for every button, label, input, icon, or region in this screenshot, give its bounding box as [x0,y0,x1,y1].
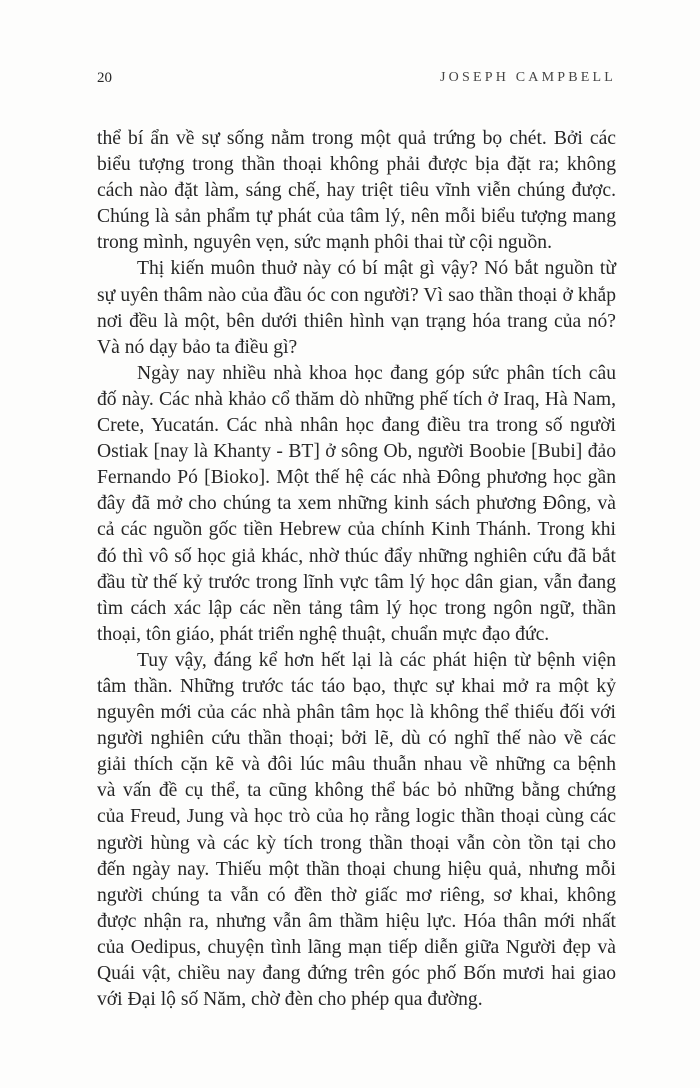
text-line: Fernando Pó [Bioko]. Một thế hệ các nhà Đông phương học gần [97,467,616,489]
text-line: sự uyên thâm nào của đầu óc con người? Vì sao thần thoại ở khắp [97,284,616,306]
page-number: 20 [97,70,112,86]
text-line: Ostiak [nay là Khanty - BT] ở sông Ob, người Boobie [Bubi] đảo [97,441,616,463]
paragraph [97,361,616,648]
text-line: nơi đều là một, bên dưới thiên hình vạn trạng hóa trang của nó? [97,310,616,332]
text-line: với Đại lộ số Năm, chờ đèn cho phép qua đường. [97,989,483,1011]
text-line: Crete, Yucatán. Các nhà nhân học đang điều tra trong số người [97,415,616,437]
text-line: thoại, tôn giáo, phát triển nghệ thuật, chuẩn mực đạo đức. [97,623,550,645]
text-line: đố này. Các nhà khảo cổ thăm dò những phế tích ở Iraq, Hà Nam, [97,388,616,410]
text-line: cách nào đặt làm, sáng chế, hay triệt tiêu vĩnh viễn chúng được. [97,180,616,202]
text-line: đầu từ thế kỷ trước trong lĩnh vực tâm lý học dân gian, vẫn đang [97,571,616,593]
body-text [97,126,616,1013]
text-line: và vấn đề cụ thể, ta cũng không thể bác bỏ những bằng chứng [97,780,616,802]
text-line: đến ngày nay. Thiếu một thần thoại chung hiệu quả, nhưng mỗi [97,858,616,880]
text-line: Và nó dạy bảo ta điều gì? [97,336,298,358]
text-line: đó thì vô số học giả khác, nhờ thúc đẩy những nghiên cứu đã bắt [97,545,616,567]
text-line: của Freud, Jung và học trò của họ rằng logic thần thoại cùng các [97,806,616,828]
page-header [97,70,616,90]
paragraph [97,256,616,360]
text-line: tìm cách xác lập các nền tảng tâm lý học trong ngôn ngữ, thần [97,597,616,619]
text-line: Chúng là sản phẩm tự phát của tâm lý, nên mỗi biểu tượng mang [97,206,616,228]
text-line: đây đã mở cho chúng ta xem những kinh sách phương Đông, và [97,493,616,515]
text-line: người nghiên cứu thần thoại; bởi lẽ, dù có nghĩ thế nào về các [97,728,616,750]
text-line: Thị kiến muôn thuở này có bí mật gì vậy? Nó bắt nguồn từ [137,258,616,280]
text-line: được nhận ra, nhưng vẫn âm thầm hiệu lực. Hóa thân mới nhất [97,910,616,932]
text-line: tâm thần. Những trước tác táo bạo, thực sự khai mở ra một kỷ [97,675,616,697]
text-line: Quái vật, chiều nay đang đứng trên góc phố Bốn mươi hai giao [97,963,616,984]
text-line: cả các nguồn gốc tiền Hebrew của chính Kinh Thánh. Trong khi [97,519,616,541]
paragraph [97,648,616,1013]
text-line: biểu tượng trong thần thoại không phải được bịa đặt ra; không [97,154,616,176]
paragraph [97,126,616,256]
text-line: người chúng ta vẫn có đền thờ giấc mơ riêng, sơ khai, không [97,884,616,906]
text-line: Ngày nay nhiều nhà khoa học đang góp sức phân tích câu [137,362,616,384]
text-line: của Oedipus, chuyện tình lãng mạn tiếp diễn giữa Người đẹp và [97,936,616,958]
text-line: giải thích cặn kẽ và đôi lúc mâu thuẫn nhau về những ca bệnh [97,754,616,776]
text-line: thể bí ẩn về sự sống nằm trong một quả trứng bọ chét. Bởi các [97,128,616,149]
running-head-author: JOSEPH CAMPBELL [440,70,616,85]
text-line: người hùng và các kỳ tích trong thần thoại vẫn còn tồn tại cho [97,832,616,854]
text-line: nguyên mới của các nhà phân tâm học là không thể thiếu đối với [97,702,616,724]
text-line: Tuy vậy, đáng kể hơn hết lại là các phát hiện từ bệnh viện [137,649,616,671]
text-line: trong mình, nguyên vẹn, sức mạnh phôi thai từ cội nguồn. [97,232,552,254]
